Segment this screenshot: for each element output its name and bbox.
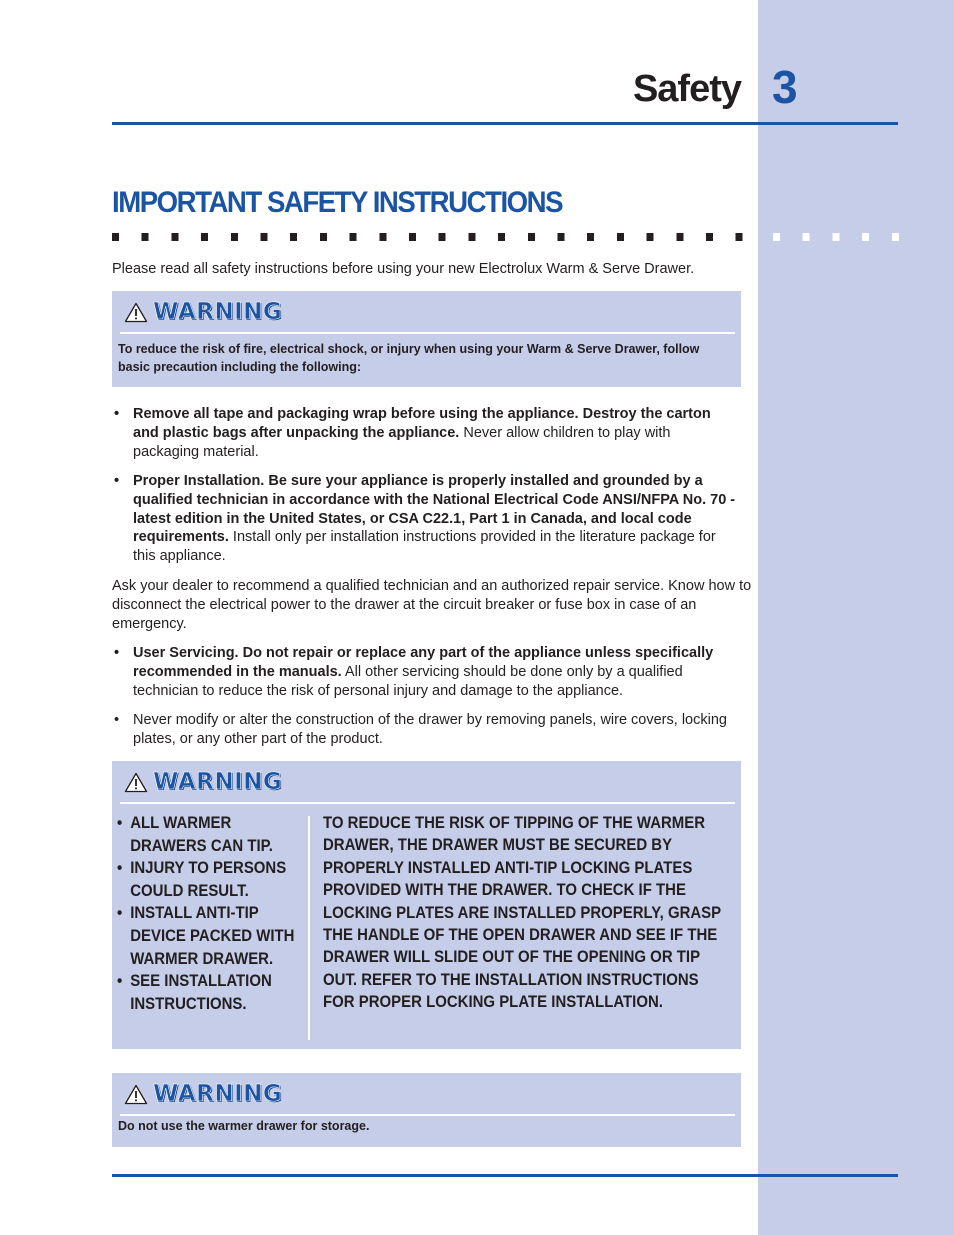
bullet-text: Install only per installation instructions provided in the literature package for this appliance. [133,529,716,565]
bullet-text: Never modify or alter the construction of the drawer by removing panels, wire covers, locking plates, or any other part of the product. [133,712,727,747]
footer-rule [112,1174,898,1177]
safety-bullet [112,644,740,700]
list-item: • ALL WARMER DRAWERS CAN TIP. [117,813,273,855]
bullet-mark: • [114,406,120,422]
warning-text: To reduce the risk of fire, electrical shock, or injury when using your Warm & Serve Drawer, follow basic precaution including the following: [118,342,700,374]
side-dotted-divider [773,233,903,241]
safety-bullet [112,472,740,566]
bullet-mark: • [114,645,120,661]
section-title: IMPORTANT SAFETY INSTRUCTIONS [112,186,563,219]
safety-bullet [112,405,740,461]
bullet-lead: Remove all tape and packaging wrap before using the appliance. Destroy the carton and plastic bags after unpacking the appliance. [133,406,711,441]
page-title: Safety [632,68,741,110]
intro-text: Please read all safety instructions before using your new Electrolux Warm & Serve Drawer. [112,261,695,277]
list-item: • INSTALL ANTI-TIP DEVICE PACKED WITH WARMER DRAWER. [117,903,295,968]
column-divider [308,816,310,1040]
list-item: • INJURY TO PERSONS COULD RESULT. [117,858,287,900]
warning-triangle-icon [124,772,148,793]
warning-label: WARNING [153,299,283,325]
bullet-text: All other servicing should be done only by a qualified technician to reduce the risk of personal injury and damage to the appliance. [133,663,683,699]
side-band [758,0,954,1235]
bullet-mark: • [114,712,120,728]
warning-triangle-icon [124,1084,148,1105]
bullet-lead: User Servicing. Do not repair or replace any part of the appliance unless specifically recommended in the manuals. [133,645,714,680]
warning-header [120,761,735,804]
warning-box-storage [112,1073,741,1147]
safety-bullet [112,711,740,749]
list-item: • SEE INSTALLATION INSTRUCTIONS. [117,971,272,1013]
warning-box-tip [112,761,741,1049]
warning-triangle-icon [124,302,148,323]
warning-label: WARNING [153,1081,283,1107]
bullet-text: Never allow children to play with packaging material. [133,424,671,460]
header-rule [112,122,898,125]
tip-warning-list [117,812,309,1015]
bullet-mark: • [114,473,120,489]
warning-header [120,291,735,334]
warning-box-general [112,291,741,387]
warning-text: Do not use the warmer drawer for storage. [118,1119,370,1133]
dotted-divider [112,233,752,241]
dealer-paragraph: Ask your dealer to recommend a qualified technician and an authorized repair service. Know how to disconnect the electrical power to the drawer at the circuit breaker or fuse box in case of an emergency. [112,578,752,632]
tip-warning-text: TO REDUCE THE RISK OF TIPPING OF THE WARMER DRAWER, THE DRAWER MUST BE SECURED BY PROPERLY INSTALLED ANTI-TIP LOCKING PLATES PROVIDED WITH THE DRAWER. TO CHECK IF THE LOCKING PLATES ARE INSTALLED PROPERLY, GRASP THE HANDLE OF THE OPEN DRAWER AND SEE IF THE DRAWER WILL SLIDE OUT OF THE OPENING OR TIP OUT. REFER TO THE INSTALLATION INSTRUCTIONS FOR PROPER LOCKING PLATE INSTALLATION. [323,813,721,1012]
warning-label: WARNING [153,769,283,795]
bullet-lead: Proper Installation. Be sure your appliance is properly installed and grounded by a qualified technician in accordance with the National Electrical Code ANSI/NFPA No. 70 - latest edition in the United States, or CSA C22.1, Part 1 in Canada, and local code requirements. [133,473,736,546]
warning-header [120,1073,735,1116]
chapter-number: 3 [772,61,798,113]
